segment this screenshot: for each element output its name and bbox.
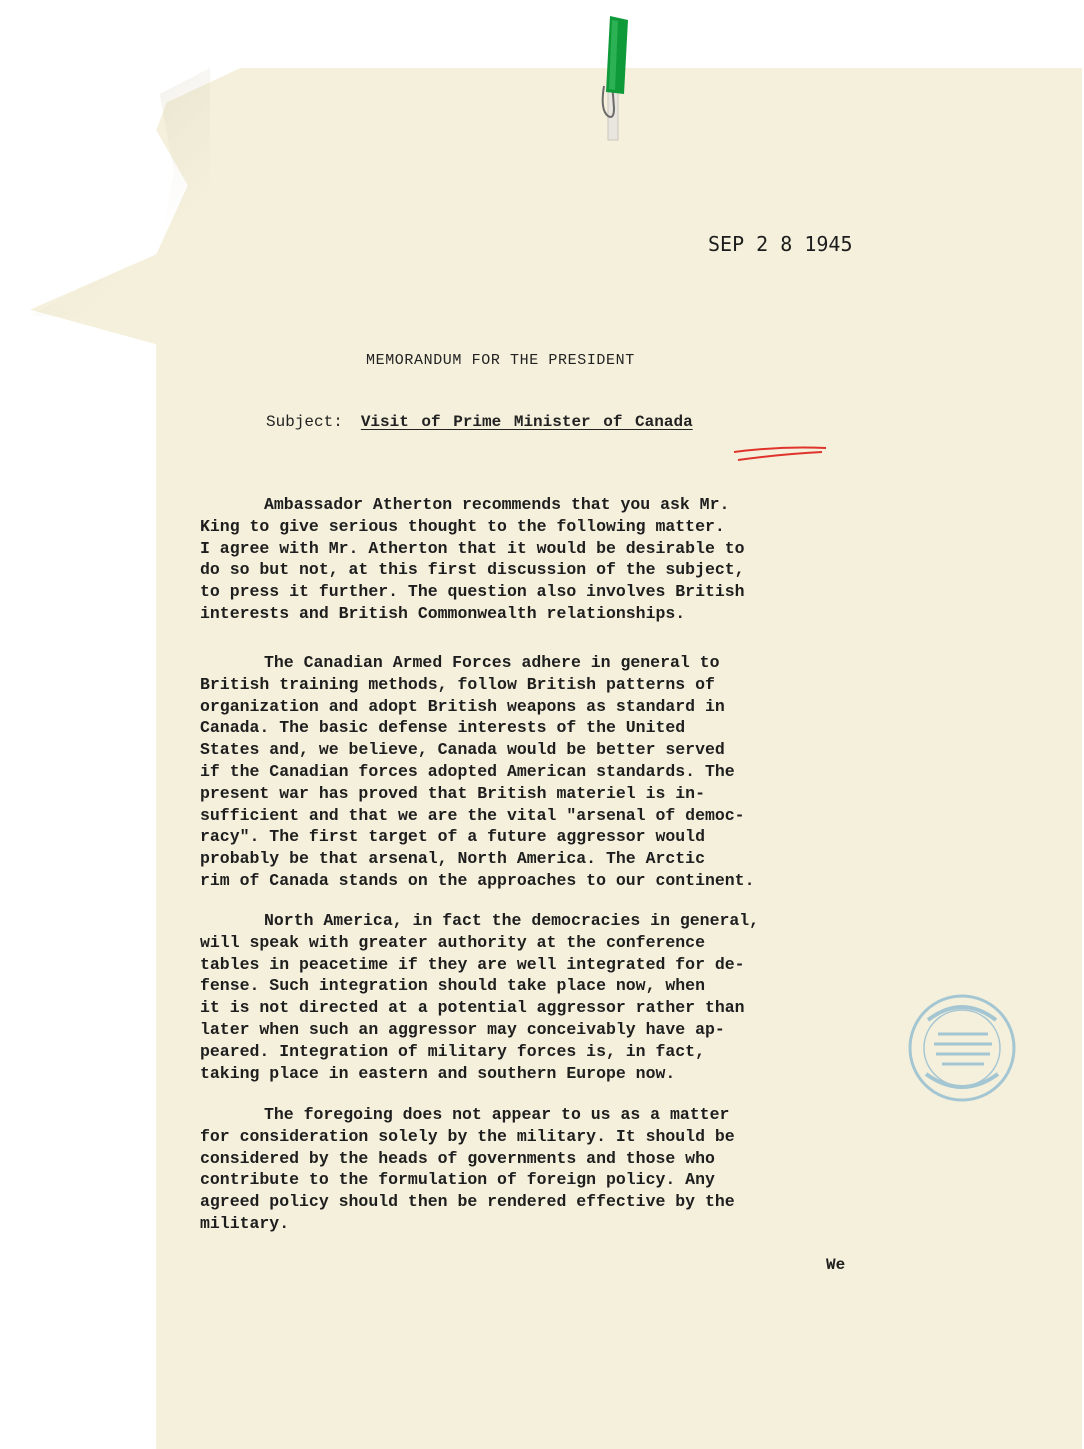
date-stamp: SEP 2 8 1945 [708, 232, 853, 256]
paragraph-1: Ambassador Atherton recommends that you ask Mr. King to give serious thought to the following matter. I agree with Mr. Atherton that it would be desirable to do so but not, at this first discussion of the subject, to press it further. The question also involves British interests and British Commonwealth relationships. [200, 495, 745, 623]
paragraph-4: The foregoing does not appear to us as a matter for consideration solely by the military. It should be considered by the heads of governments and those who contribute to the formulation of foreign policy. Any agreed policy should then be rendered effective by the military. [200, 1105, 735, 1233]
paragraph-2: The Canadian Armed Forces adhere in general to British training methods, follow British patterns of organization and adopt British weapons as standard in Canada. The basic defense interests of the United States and, we believe, Canada would be better served if the Canadian forces adopted American standards. The present war has proved that British materiel is in- sufficient and that we are the vital "arsenal of democ- racy". The first target of a future aggressor would probably be that arsenal, North America. The Arctic rim of Canada stands on the approaches to our continent. [200, 653, 755, 890]
paragraph-3: North America, in fact the democracies in general, will speak with greater authority at the conference tables in peacetime if they are well integrated for de- fense. Such integration should take place now, when it is not directed at a potential aggressor rather than later when such an aggressor may conceivably have ap- peared. Integration of military forces is, in fact, taking place in eastern and southern Europe now. [200, 911, 760, 1083]
continuation-word: We [826, 1256, 846, 1274]
memo-title: MEMORANDUM FOR THE PRESIDENT [366, 352, 635, 369]
subject-label: Subject: [266, 413, 343, 431]
paper-clip-icon [598, 12, 634, 142]
subject-text: Visit of Prime Minister of Canada [360, 413, 693, 431]
subject-line [266, 413, 693, 431]
red-pencil-underline [730, 438, 830, 466]
archive-stamp-icon [904, 990, 1020, 1106]
